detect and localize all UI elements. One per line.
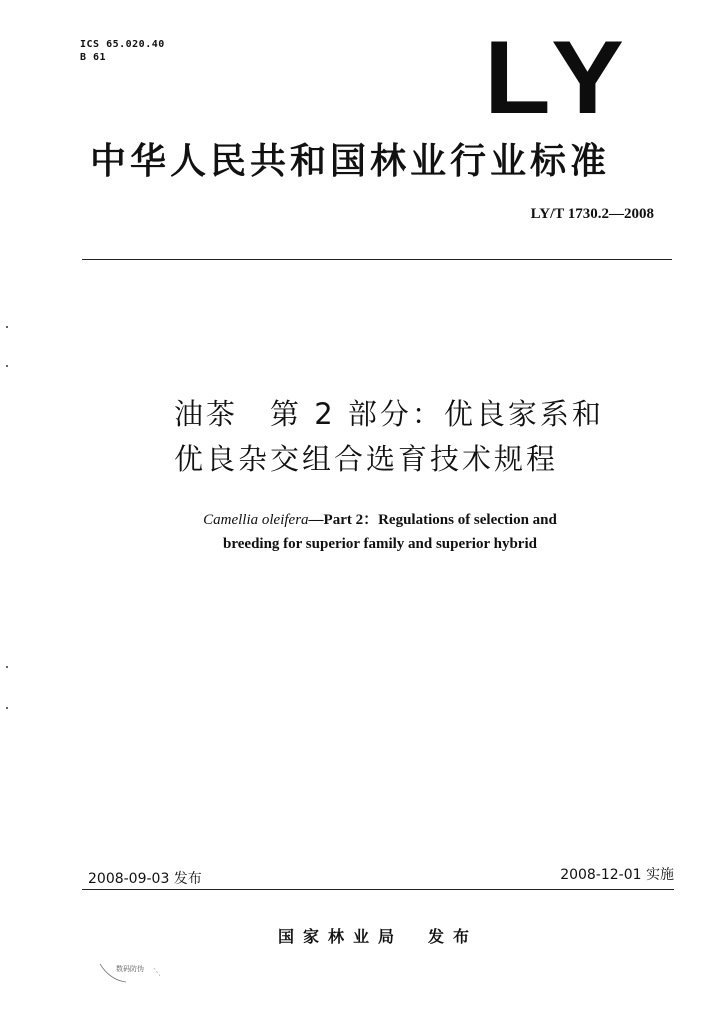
scan-artifact-dot	[6, 707, 8, 709]
bottom-divider	[82, 889, 674, 890]
issue-date: 2008-09-03 发布	[88, 871, 202, 887]
english-title-line-1	[176, 508, 584, 532]
english-title	[176, 508, 584, 556]
implementation-date: 2008-12-01 实施	[560, 867, 674, 883]
scan-artifact-dot	[6, 326, 8, 328]
chinese-title-line-1: 油茶 第 2 部分：优良家系和	[174, 397, 604, 431]
scan-artifact-dot	[6, 365, 8, 367]
english-title-line-2: breeding for superior family and superior hybrid	[223, 536, 537, 552]
classification-codes	[80, 38, 165, 64]
anti-counterfeit-stamp	[96, 956, 176, 988]
standard-category-title: 中华人民共和国林业行业标准	[90, 141, 611, 182]
ics-code: ICS 65.020.40	[80, 39, 165, 50]
top-divider	[82, 259, 672, 260]
latin-species-name: Camellia oleifera	[203, 512, 309, 528]
chinese-title	[174, 392, 604, 482]
stamp-text: 数码防伪	[116, 965, 144, 973]
english-title-line-1-rest: —Part 2：Regulations of selection and	[308, 512, 557, 528]
publisher: 国家林业局 发布	[278, 927, 479, 946]
ly-logo: LY	[484, 20, 635, 136]
chinese-title-line-2: 优良杂交组合选育技术规程	[174, 442, 559, 476]
ccs-code: B 61	[80, 52, 107, 63]
standard-number: LY/T 1730.2—2008	[530, 206, 654, 222]
scan-artifact-dot	[6, 666, 8, 668]
